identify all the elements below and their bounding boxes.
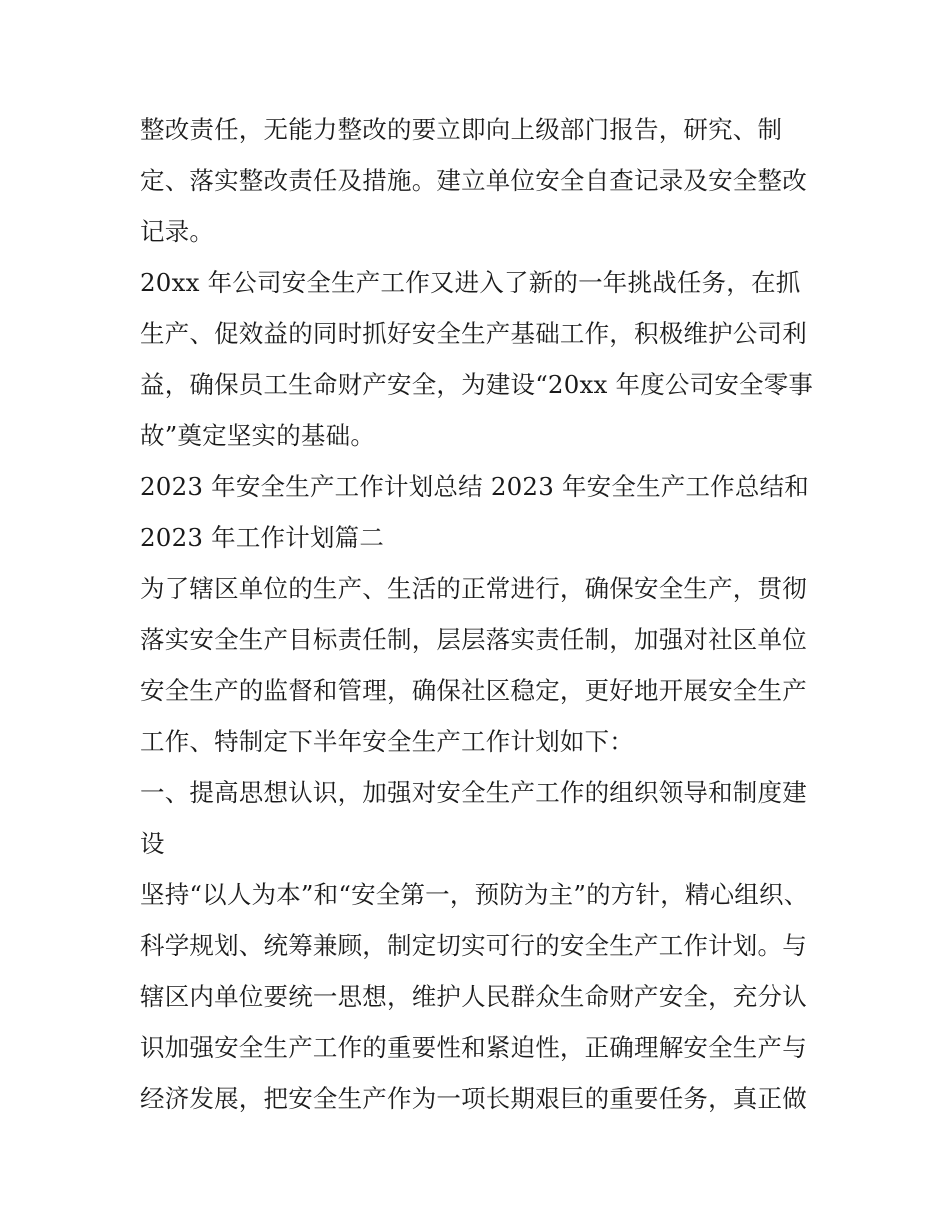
- text-line: 安全生产的监督和管理，确保社区稳定，更好地开展安全生产: [140, 676, 807, 705]
- heading-line: 设: [140, 829, 165, 858]
- heading-line: 一、提高思想认识，加强对安全生产工作的组织领导和制度建: [140, 778, 807, 807]
- text-line: 科学规划、统筹兼顾，制定切实可行的安全生产工作计划。与: [140, 931, 807, 960]
- text-line: 生产、促效益的同时抓好安全生产基础工作，积极维护公司利: [140, 319, 807, 348]
- text-line: 益，确保员工生命财产安全，为建设“20xx 年度公司安全零事: [140, 370, 814, 399]
- text-line: 20xx 年公司安全生产工作又进入了新的一年挑战任务，在抓: [140, 268, 801, 297]
- text-line: 识加强安全生产工作的重要性和紧迫性，正确理解安全生产与: [140, 1033, 807, 1062]
- text-line: 经济发展，把安全生产作为一项长期艰巨的重要任务，真正做: [140, 1084, 807, 1113]
- text-line: 落实安全生产目标责任制，层层落实责任制，加强对社区单位: [140, 625, 807, 654]
- text-line: 辖区内单位要统一思想，维护人民群众生命财产安全，充分认: [140, 982, 807, 1011]
- section-title-line: 2023 年安全生产工作计划总结 2023 年安全生产工作总结和: [140, 472, 809, 501]
- text-line: 故”奠定坚实的基础。: [140, 421, 376, 450]
- text-line: 定、落实整改责任及措施。建立单位安全自查记录及安全整改: [140, 166, 807, 195]
- section-title-line: 2023 年工作计划篇二: [140, 523, 385, 552]
- text-line: 坚持“以人为本”和“安全第一，预防为主”的方针，精心组织、: [140, 880, 809, 909]
- text-line: 整改责任，无能力整改的要立即向上级部门报告，研究、制: [140, 115, 783, 144]
- text-line: 工作、特制定下半年安全生产工作计划如下：: [140, 727, 634, 756]
- text-line: 为了辖区单位的生产、生活的正常进行，确保安全生产，贯彻: [140, 574, 807, 603]
- document-body: [140, 104, 820, 1124]
- text-line: 记录。: [140, 217, 215, 246]
